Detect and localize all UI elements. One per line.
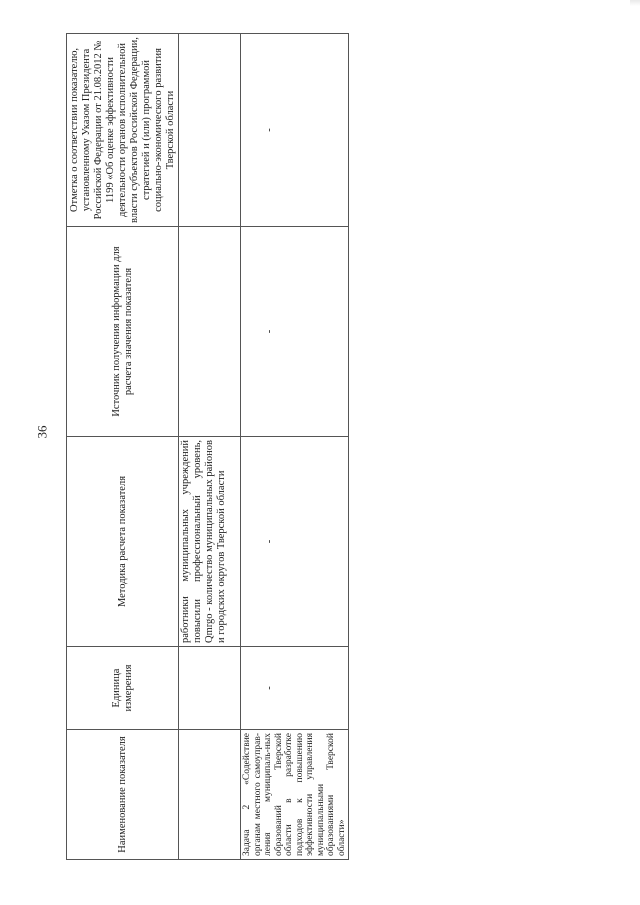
row1-source-cell (179, 227, 241, 437)
row1-name-cell (179, 730, 241, 860)
rotated-table-container (66, 34, 347, 860)
table-header-row (67, 34, 179, 860)
table-row (179, 34, 241, 860)
header-compliance-mark: Отметка о соответствии показателю, установленному Указом Президента Российской Федерации от 21.08.2012 № 1199 «Об оценке эффективности деятельности органов исполнительной власти субъектов Российской Федерации, стратегией и (или) программой социально-экономического развития Тверской области (67, 34, 179, 227)
row2-mark-cell (241, 34, 349, 227)
row2-unit-dash: - (264, 686, 275, 690)
row2-unit-cell (241, 647, 349, 730)
header-method: Методика расчета показателя (67, 437, 179, 647)
table-row (241, 34, 349, 860)
row2-mark-dash: - (264, 128, 275, 132)
header-indicator-name: Наименование показателя (67, 730, 179, 860)
row2-source-cell (241, 227, 349, 437)
row1-method-cell: работники муниципальных учреждений повысили профессиональный уровень, Qmrgo - количество муниципальных районов и городских округов Тверской области (179, 437, 241, 647)
row2-source-dash: - (264, 329, 275, 334)
scan-edge (630, 0, 640, 905)
header-unit: Единица измерения (67, 647, 179, 730)
row1-mark-cell (179, 34, 241, 227)
page-number: 36 (34, 425, 50, 439)
row2-method-dash: - (264, 539, 275, 544)
row1-unit-cell (179, 647, 241, 730)
row2-method-cell (241, 437, 349, 647)
indicator-table (66, 33, 349, 860)
header-source: Источник получения информации для расчета значения показателя (67, 227, 179, 437)
row2-name-cell: Задача 2 «Содействие органам местного самоуправ-ления муниципаль-ных образований Тверской области в разработке подходов к повышению эффективности управления муниципальными образованиями Тверской области» (241, 730, 349, 860)
